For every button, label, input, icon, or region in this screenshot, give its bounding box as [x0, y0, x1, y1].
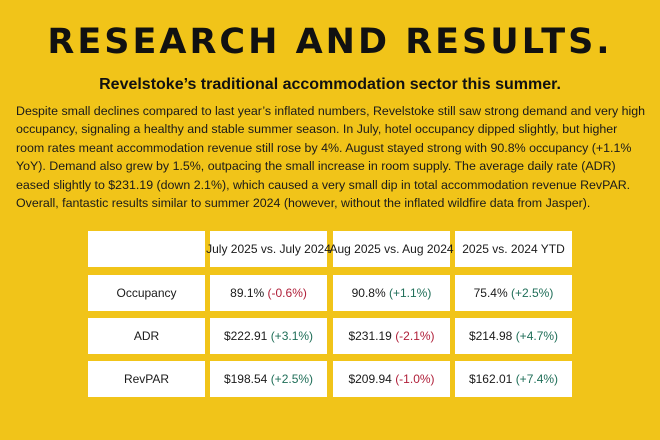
cell-value: $231.19 — [348, 329, 392, 343]
column-header-august: Aug 2025 vs. Aug 2024 — [333, 231, 450, 267]
page-title: RESEARCH AND RESULTS. — [47, 22, 613, 62]
cell-change: (+4.7%) — [515, 329, 559, 343]
cell-change: (+7.4%) — [515, 372, 559, 386]
table-cell — [210, 275, 327, 311]
cell-value: 90.8% — [351, 286, 386, 300]
table-cell — [333, 361, 450, 397]
cell-value: 75.4% — [473, 286, 508, 300]
table-corner-cell — [88, 231, 205, 267]
table-cell — [333, 318, 450, 354]
column-header-ytd: 2025 vs. 2024 YTD — [455, 231, 572, 267]
table-cell — [455, 275, 572, 311]
column-header-july: July 2025 vs. July 2024 — [210, 231, 327, 267]
cell-change: (-0.6%) — [267, 286, 307, 300]
cell-value: $222.91 — [223, 329, 268, 343]
cell-value: $198.54 — [223, 372, 268, 386]
cell-change: (+3.1%) — [270, 329, 314, 343]
cell-change: (-1.0%) — [395, 372, 435, 386]
cell-value: $214.98 — [468, 329, 513, 343]
cell-change: (-2.1%) — [395, 329, 435, 343]
cell-change: (+2.5%) — [270, 372, 314, 386]
cell-value: $209.94 — [348, 372, 392, 386]
table-cell — [333, 275, 450, 311]
cell-change: (+2.5%) — [511, 286, 554, 300]
table-cell — [455, 361, 572, 397]
cell-value: $162.01 — [468, 372, 513, 386]
row-label-revpar: RevPAR — [88, 361, 205, 397]
table-cell — [210, 361, 327, 397]
table-cell — [455, 318, 572, 354]
table-cell — [210, 318, 327, 354]
cell-value: 89.1% — [230, 286, 265, 300]
row-label-adr: ADR — [88, 318, 205, 354]
page-subtitle: Revelstoke’s traditional accommodation sector this summer. — [99, 76, 561, 93]
summary-paragraph: Despite small declines compared to last year’s inflated numbers, Revelstoke still saw strong demand and very high occupancy, signaling a healthy and stable summer season. In July, hotel occupancy dipped slightly, but higher room rates meant accommodation revenue still rose by 4%. August stayed strong with 90.8% occupancy (+1.1% YoY). Demand also grew by 1.5%, outpacing the small increase in room supply. The average daily rate (ADR) eased slightly to $231.19 (down 2.1%), which caused a very small dip in total accommodation revenue RevPAR. Overall, fantastic results similar to summer 2024 (however, without the inflated wildfire data from Jasper). — [16, 104, 646, 211]
row-label-occupancy: Occupancy — [88, 275, 205, 311]
cell-change: (+1.1%) — [389, 286, 432, 300]
